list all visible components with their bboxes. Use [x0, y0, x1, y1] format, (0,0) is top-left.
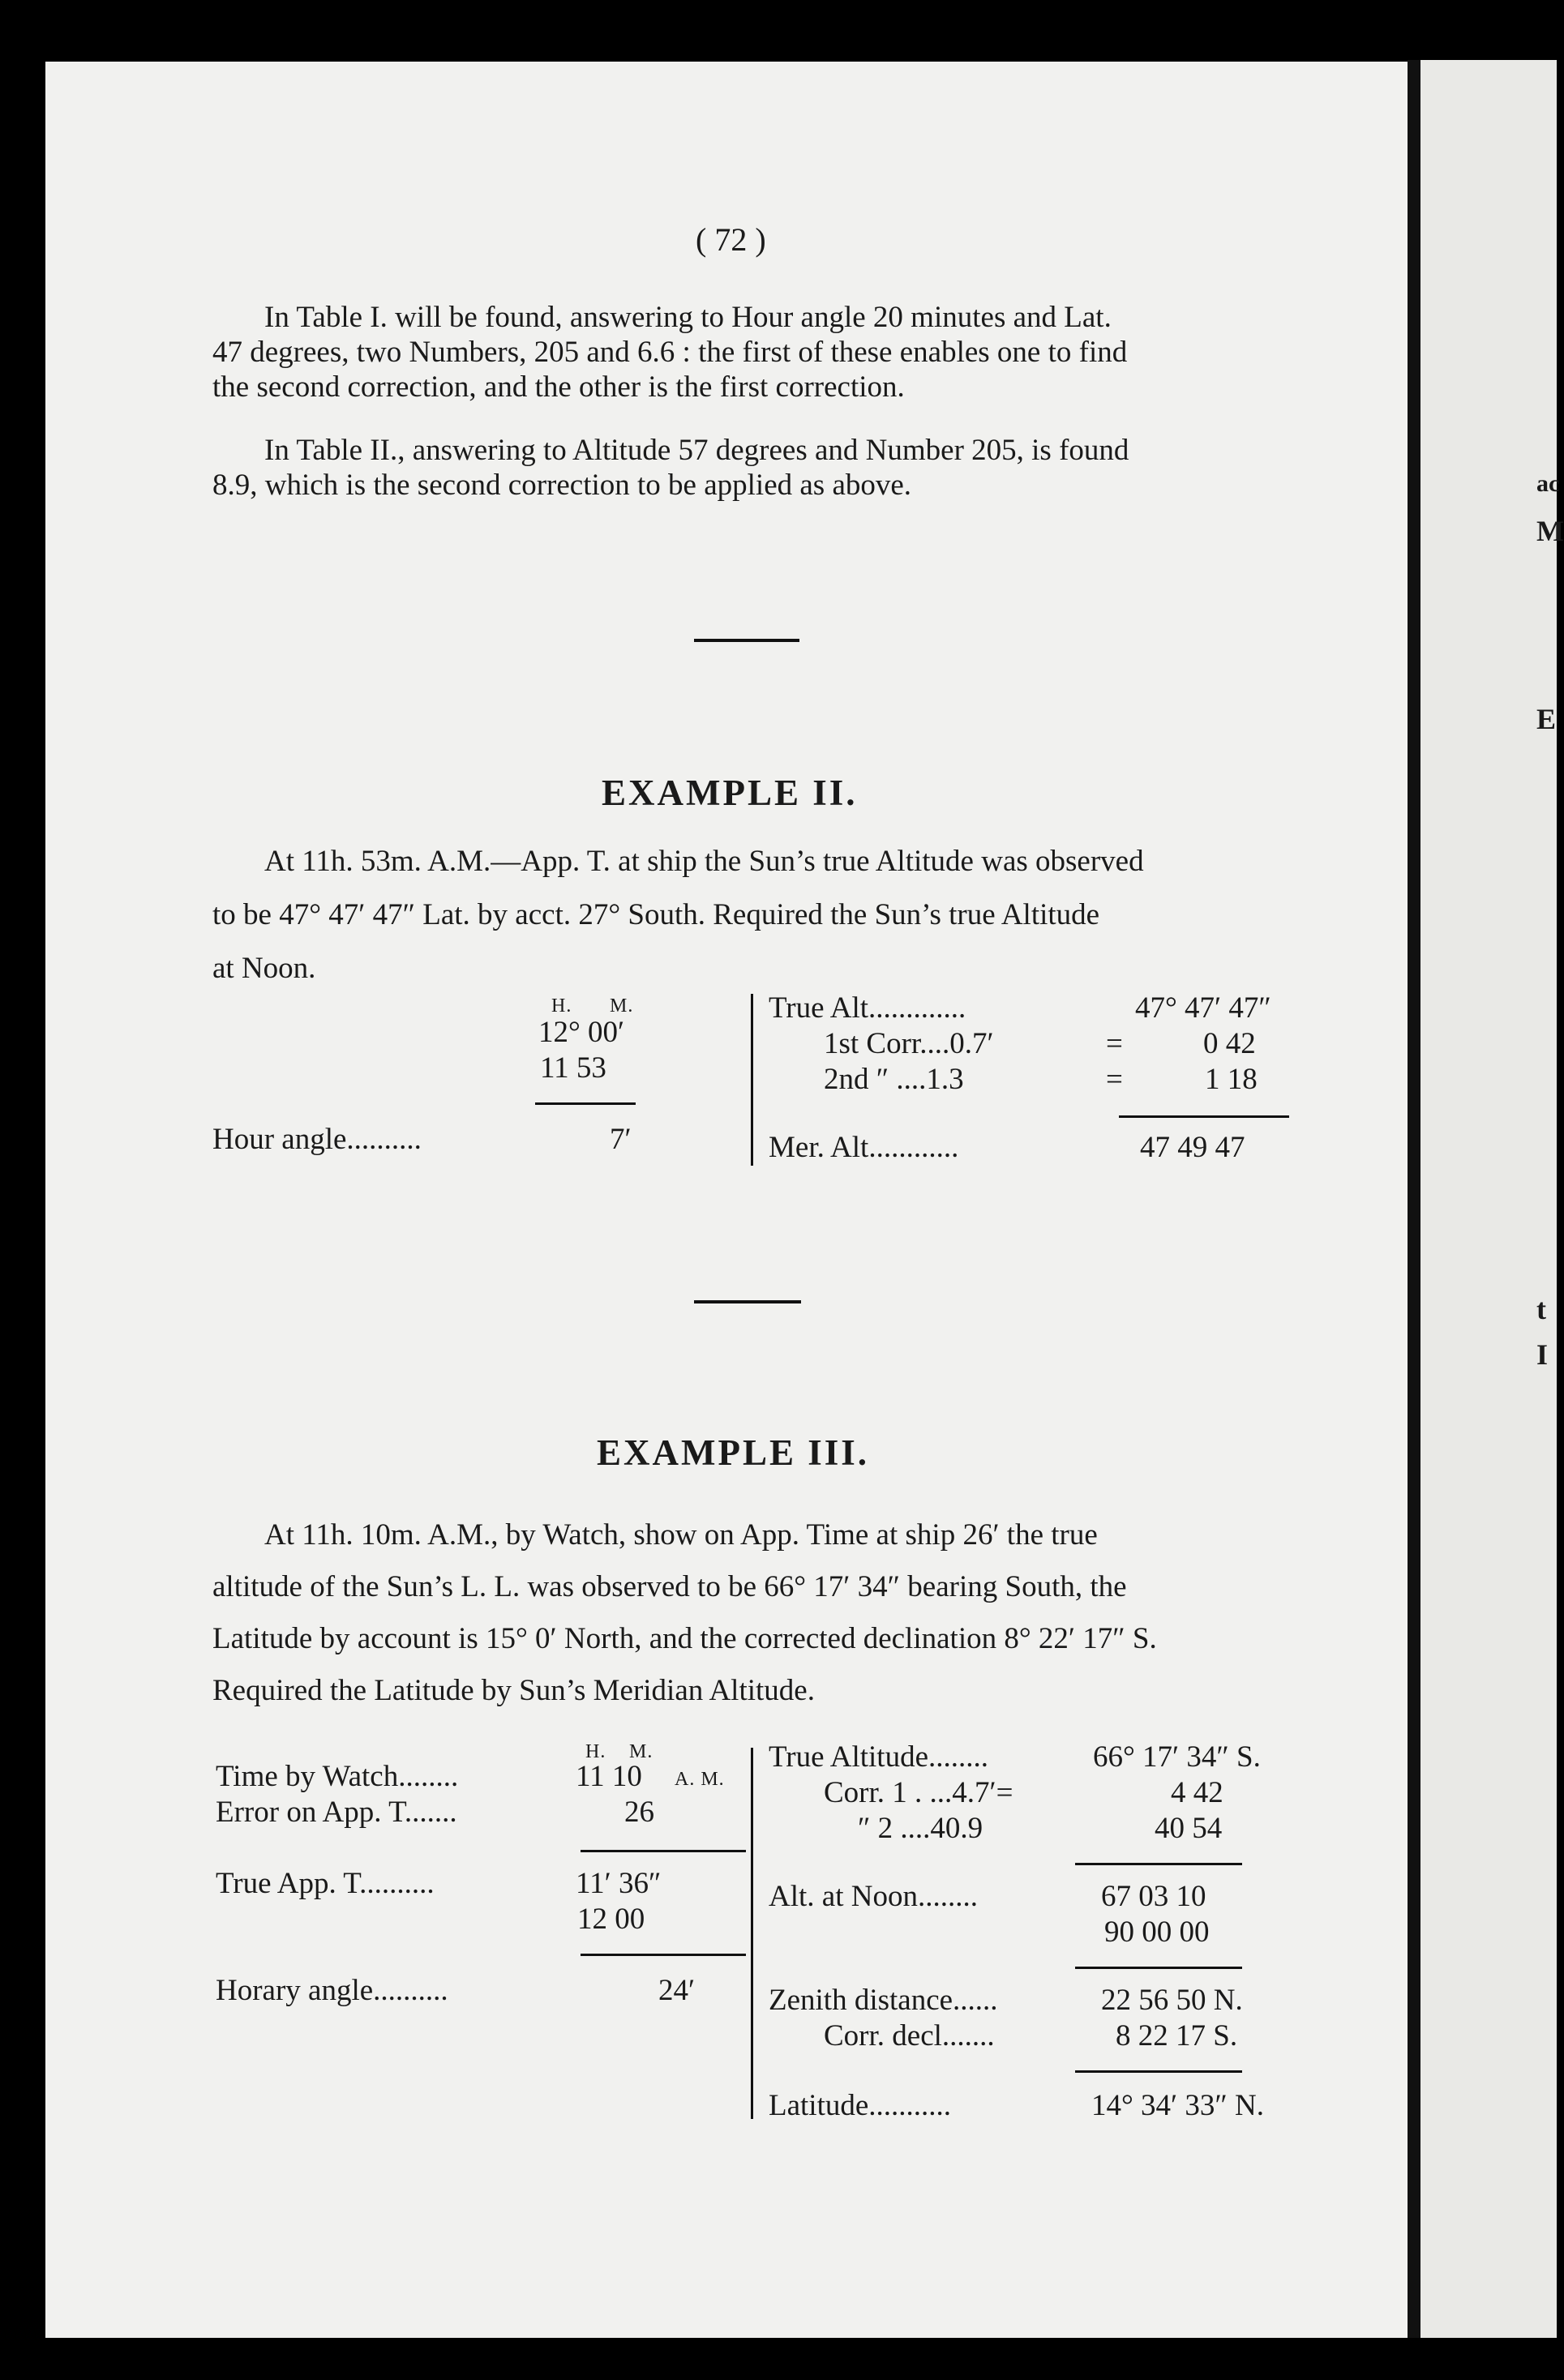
text-line: 8.9, which is the second correction to be applied as above. — [212, 469, 912, 502]
example-3-problem — [212, 1509, 1157, 1717]
alt-at-noon-value: 67 03 10 — [1101, 1880, 1206, 1913]
horary-angle-value: 24′ — [658, 1974, 696, 2007]
column-separator — [751, 994, 753, 1166]
adjacent-page-strip — [1420, 60, 1564, 2338]
example-2-heading: EXAMPLE II. — [602, 773, 858, 813]
column-header-hours: H. — [585, 1741, 606, 1762]
adjacent-fragment: E — [1536, 703, 1557, 735]
corrected-declination-value: 8 22 17 S. — [1116, 2019, 1238, 2053]
text-line: to be 47° 47′ 47″ Lat. by acct. 27° South. Required the Sun’s true Altitude — [212, 898, 1100, 931]
example-3-heading: EXAMPLE III. — [597, 1432, 870, 1473]
value-time: 11 53 — [540, 1051, 606, 1085]
true-alt-value: 47° 47′ 47″ — [1135, 991, 1271, 1025]
text-line: Latitude by account is 15° 0′ North, and the corrected declination 8° 22′ 17″ S. — [212, 1622, 1157, 1655]
sum-rule — [535, 1102, 636, 1105]
equals-sign: = — [1106, 1063, 1123, 1096]
true-alt-label: True Alt............. — [769, 991, 966, 1025]
adjacent-fragment: t — [1536, 1293, 1546, 1325]
section-divider — [694, 1300, 801, 1303]
value-noon: 12° 00′ — [538, 1016, 625, 1049]
text-line: In Table I. will be found, answering to Hour angle 20 minutes and Lat. — [264, 301, 1112, 334]
equals-sign: = — [1106, 1027, 1123, 1060]
noon-value: 12 00 — [577, 1903, 645, 1936]
corr-2-label: 2nd ″ ....1.3 — [824, 1063, 964, 1096]
latitude-label: Latitude........... — [769, 2089, 952, 2122]
text-line: altitude of the Sun’s L. L. was observed to be 66° 17′ 34″ bearing South, the — [212, 1570, 1127, 1603]
zenith-distance-value: 22 56 50 N. — [1101, 1984, 1243, 2017]
intro-paragraph-1 — [212, 300, 1127, 405]
hour-angle-label: Hour angle.......... — [212, 1123, 422, 1156]
zenith-distance-label: Zenith distance...... — [769, 1984, 998, 2017]
corr-2-value: 1 18 — [1205, 1063, 1258, 1096]
sum-rule — [1075, 1863, 1242, 1865]
true-app-time-label: True App. T.......... — [216, 1867, 435, 1900]
watch-time-value: 11 10 — [576, 1760, 642, 1793]
text-line: at Noon. — [212, 952, 316, 985]
sum-rule — [581, 1954, 746, 1956]
corr-2-label: ″ 2 ....40.9 — [858, 1812, 983, 1845]
watch-time-label: Time by Watch........ — [216, 1760, 459, 1793]
page-gutter — [1408, 60, 1420, 2338]
text-line: At 11h. 53m. A.M.—App. T. at ship the Sun’s true Altitude was observed — [264, 845, 1144, 878]
column-header-minutes: M. — [610, 995, 634, 1017]
page-number: ( 72 ) — [696, 221, 766, 258]
mer-alt-value: 47 49 47 — [1140, 1131, 1245, 1164]
true-app-time-value: 11′ 36″ — [576, 1867, 662, 1900]
am-suffix: A. M. — [675, 1769, 725, 1790]
corrected-declination-label: Corr. decl....... — [824, 2019, 995, 2053]
alt-at-noon-label: Alt. at Noon........ — [769, 1880, 978, 1913]
sum-rule — [1119, 1115, 1289, 1118]
adjacent-fragment: ac — [1536, 470, 1560, 497]
intro-paragraph-2 — [212, 433, 1129, 503]
text-line: At 11h. 10m. A.M., by Watch, show on App. Time at ship 26′ the true — [264, 1518, 1098, 1552]
sum-rule — [1075, 2070, 1242, 2073]
text-line: 47 degrees, two Numbers, 205 and 6.6 : the first of these enables one to find — [212, 336, 1128, 369]
ninety-degrees-value: 90 00 00 — [1104, 1916, 1210, 1949]
section-divider — [694, 639, 799, 642]
true-altitude-label: True Altitude........ — [769, 1740, 989, 1774]
adjacent-fragment: I — [1536, 1338, 1549, 1371]
column-separator — [751, 1748, 753, 2119]
corr-2-value: 40 54 — [1155, 1812, 1223, 1845]
text-line: In Table II., answering to Altitude 57 degrees and Number 205, is found — [264, 434, 1129, 467]
latitude-value: 14° 34′ 33″ N. — [1091, 2089, 1265, 2122]
horary-angle-label: Horary angle.......... — [216, 1974, 448, 2007]
true-altitude-value: 66° 17′ 34″ S. — [1093, 1740, 1261, 1774]
corr-1-value: 0 42 — [1203, 1027, 1256, 1060]
column-header-hours: H. — [551, 995, 572, 1017]
adjacent-fragment: M — [1536, 515, 1564, 547]
example-2-problem — [212, 835, 1144, 995]
sum-rule — [581, 1850, 746, 1852]
hour-angle-value: 7′ — [610, 1123, 632, 1156]
sum-rule — [1075, 1967, 1242, 1969]
error-label: Error on App. T....... — [216, 1796, 457, 1829]
corr-1-value: 4 42 — [1171, 1776, 1223, 1809]
text-line: Required the Latitude by Sun’s Meridian Altitude. — [212, 1674, 815, 1707]
column-header-minutes: M. — [629, 1741, 653, 1762]
mer-alt-label: Mer. Alt............ — [769, 1131, 959, 1164]
corr-1-label: Corr. 1 . ...4.7′= — [824, 1776, 1013, 1809]
error-value: 26 — [624, 1796, 654, 1829]
corr-1-label: 1st Corr....0.7′ — [824, 1027, 994, 1060]
text-line: the second correction, and the other is the first correction. — [212, 370, 905, 404]
